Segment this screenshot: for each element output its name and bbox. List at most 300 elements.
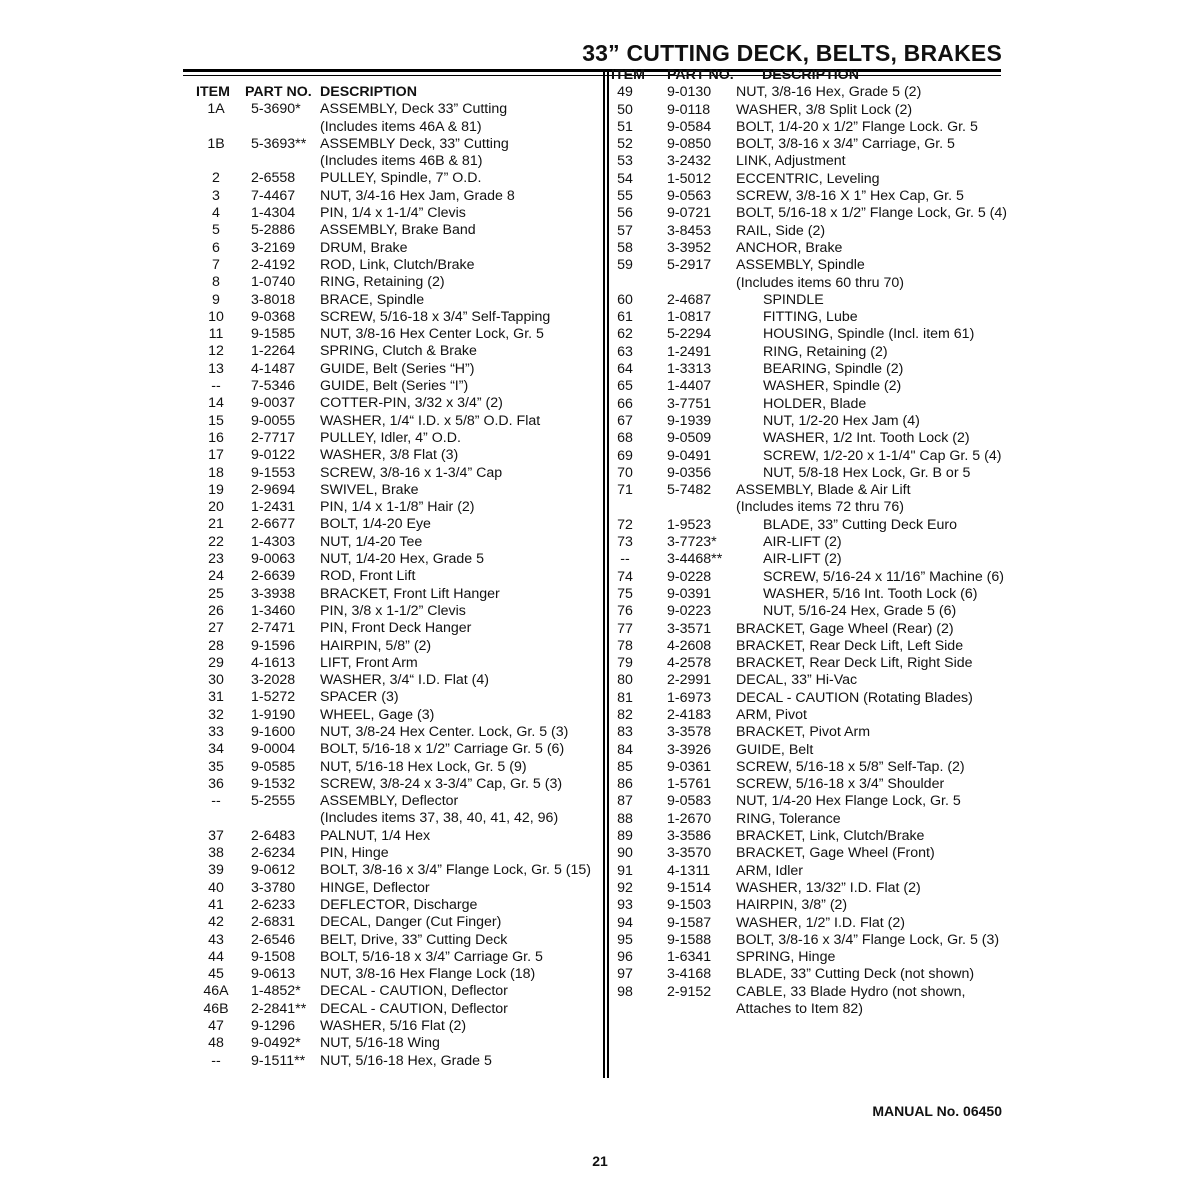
part-description: (Includes items 72 thru 76) (736, 499, 904, 516)
parts-row (190, 482, 600, 499)
item-number: 52 (617, 136, 633, 153)
part-description: AIR-LIFT (2) (763, 534, 842, 551)
part-description: WASHER, 3/4“ I.D. Flat (4) (320, 672, 489, 689)
part-number: 4-1311 (667, 862, 711, 879)
right-header (612, 67, 1012, 84)
part-description: RAIL, Side (2) (736, 222, 826, 239)
item-number: 5 (212, 222, 220, 239)
part-number: 9-1511** (251, 1052, 306, 1069)
parts-row (190, 170, 600, 187)
part-description: PIN, 1/4 x 1-1/4” Clevis (320, 205, 466, 222)
item-number: 62 (617, 326, 633, 343)
part-description: HAIRPIN, 3/8” (2) (736, 897, 848, 914)
parts-row (612, 638, 1012, 655)
parts-row (190, 257, 600, 274)
parts-row (190, 188, 600, 205)
item-number: 25 (208, 585, 224, 602)
parts-row (190, 655, 600, 672)
item-number: 84 (617, 741, 633, 758)
part-number: 7-4467 (251, 187, 296, 204)
part-description: DECAL - CAUTION, Deflector (320, 1000, 508, 1017)
parts-row (612, 759, 1012, 776)
parts-row (612, 915, 1012, 932)
header-item: ITEM (196, 84, 230, 100)
part-number: 9-0037 (251, 395, 296, 412)
part-number: 2-6234 (251, 845, 296, 862)
item-number: 21 (208, 516, 224, 533)
parts-row (612, 932, 1012, 949)
part-description: WASHER, 1/4“ I.D. x 5/8” O.D. Flat (320, 412, 541, 429)
part-number: 5-3693** (251, 135, 307, 152)
part-number: 9-0584 (667, 118, 712, 135)
part-description: WASHER, 13/32” I.D. Flat (2) (736, 879, 921, 896)
parts-row (612, 413, 1012, 430)
part-description: ASSEMBLY, Spindle (736, 257, 865, 274)
parts-row (190, 983, 600, 1000)
parts-row (612, 845, 1012, 862)
parts-row (190, 343, 600, 360)
part-description: WASHER, 1/2 Int. Tooth Lock (2) (763, 430, 970, 447)
item-number: 32 (208, 706, 224, 723)
parts-row (190, 638, 600, 655)
parts-row (190, 966, 600, 983)
part-description: LIFT, Front Arm (320, 654, 418, 671)
part-description: ASSEMBLY, Deflector (320, 793, 459, 810)
parts-row (612, 863, 1012, 880)
item-number: 50 (617, 101, 633, 118)
parts-row (612, 275, 1012, 292)
parts-row (190, 568, 600, 585)
part-description: NUT, 1/2-20 Hex Jam (4) (763, 412, 920, 429)
part-description: BRACKET, Gage Wheel (Front) (736, 845, 935, 862)
item-number: 47 (208, 1018, 224, 1035)
parts-row (190, 689, 600, 706)
part-description: RING, Tolerance (736, 810, 841, 827)
parts-row (190, 465, 600, 482)
part-description: NUT, 5/16-18 Hex, Grade 5 (320, 1052, 492, 1069)
parts-row (190, 534, 600, 551)
part-number: 3-3780 (251, 879, 296, 896)
parts-row (612, 309, 1012, 326)
item-number: -- (211, 1052, 221, 1069)
part-description: NUT, 5/8-18 Hex Lock, Gr. B or 5 (763, 464, 971, 481)
part-number: 3-3938 (251, 585, 296, 602)
parts-row (190, 828, 600, 845)
part-number: 1-9190 (251, 706, 296, 723)
item-number: 22 (208, 533, 224, 550)
item-number: 87 (617, 793, 633, 810)
part-description: DRUM, Brake (320, 239, 408, 256)
part-number: 9-0509 (667, 430, 712, 447)
left-header (190, 84, 600, 101)
part-description: HINGE, Deflector (320, 879, 430, 896)
parts-row (612, 292, 1012, 309)
parts-row (190, 205, 600, 222)
part-description: BLADE, 33” Cutting Deck (not shown) (736, 966, 975, 983)
part-description: SCREW, 3/8-16 X 1” Hex Cap, Gr. 5 (736, 188, 964, 205)
parts-row (190, 776, 600, 793)
part-description: NUT, 1/4-20 Hex Flange Lock, Gr. 5 (736, 793, 961, 810)
parts-row (612, 188, 1012, 205)
part-description: SCREW, 3/8-16 x 1-3/4” Cap (320, 464, 503, 481)
part-number: 9-0361 (667, 758, 712, 775)
part-description: AIR-LIFT (2) (763, 551, 842, 568)
parts-row (190, 741, 600, 758)
item-number: -- (211, 793, 221, 810)
part-number: 2-2841** (251, 1000, 307, 1017)
parts-row (612, 482, 1012, 499)
parts-row (190, 516, 600, 533)
part-description: CABLE, 33 Blade Hydro (not shown, (736, 983, 966, 1000)
part-number: 9-1587 (667, 914, 712, 931)
item-number: 51 (617, 118, 633, 135)
parts-row (190, 551, 600, 568)
part-description: BOLT, 3/8-16 x 3/4” Flange Lock, Gr. 5 (15) (320, 862, 592, 879)
part-description: WASHER, Spindle (2) (763, 378, 902, 395)
item-number: 48 (208, 1035, 224, 1052)
parts-row (190, 862, 600, 879)
part-number: 9-0118 (667, 101, 711, 118)
item-number: 35 (208, 758, 224, 775)
part-number: 1-6973 (667, 689, 712, 706)
part-description: PIN, Hinge (320, 845, 389, 862)
part-description: HOLDER, Blade (763, 395, 867, 412)
part-number: 1-5272 (251, 689, 296, 706)
parts-row (190, 707, 600, 724)
parts-row (612, 655, 1012, 672)
item-number: -- (620, 551, 630, 568)
parts-row (612, 707, 1012, 724)
part-description: (Includes items 46A & 81) (320, 118, 482, 135)
parts-row (612, 672, 1012, 689)
part-number: 2-7471 (251, 620, 296, 637)
item-number: 31 (208, 689, 224, 706)
part-description: BEARING, Spindle (2) (763, 361, 904, 378)
item-number: 77 (617, 620, 633, 637)
part-description: GUIDE, Belt (736, 741, 814, 758)
item-number: 67 (617, 412, 633, 429)
part-number: 5-2555 (251, 793, 296, 810)
parts-row (190, 119, 600, 136)
item-number: 72 (617, 516, 633, 533)
parts-row (612, 551, 1012, 568)
parts-row (190, 309, 600, 326)
part-number: 3-3571 (667, 620, 712, 637)
part-number: 9-0583 (667, 793, 712, 810)
part-description: SCREW, 5/16-18 x 5/8” Self-Tap. (2) (736, 758, 965, 775)
item-number: 18 (208, 464, 224, 481)
part-description: NUT, 5/16-18 Hex Lock, Gr. 5 (9) (320, 758, 527, 775)
item-number: 93 (617, 897, 633, 914)
part-description: NUT, 5/16-24 Hex, Grade 5 (6) (763, 603, 957, 620)
part-number: 3-2432 (667, 153, 712, 170)
item-number: 43 (208, 931, 224, 948)
item-number: 1A (207, 101, 225, 118)
part-number: 3-3578 (667, 724, 712, 741)
parts-row (612, 828, 1012, 845)
item-number: 68 (617, 430, 633, 447)
part-description: (Includes items 46B & 81) (320, 153, 483, 170)
item-number: 80 (617, 672, 633, 689)
part-number: 9-0356 (667, 464, 712, 481)
part-number: 3-3952 (667, 239, 712, 256)
item-number: 27 (208, 620, 224, 637)
part-number: 9-0055 (251, 412, 296, 429)
parts-row (190, 672, 600, 689)
part-description: Attaches to Item 82) (736, 1001, 863, 1018)
parts-row (612, 223, 1012, 240)
part-description: (Includes items 37, 38, 40, 41, 42, 96) (320, 810, 559, 827)
part-description: BRACKET, Link, Clutch/Brake (736, 828, 925, 845)
parts-list-right (612, 67, 1012, 1018)
parts-row (612, 811, 1012, 828)
parts-row (612, 966, 1012, 983)
part-description: ROD, Link, Clutch/Brake (320, 256, 475, 273)
part-number: 2-9152 (667, 983, 712, 1000)
item-number: 90 (617, 845, 633, 862)
part-number: 2-4183 (667, 706, 712, 723)
item-number: 29 (208, 654, 224, 671)
part-description: RING, Retaining (2) (320, 274, 445, 291)
part-number: 2-6677 (251, 516, 296, 533)
item-number: 54 (617, 170, 633, 187)
parts-row (612, 742, 1012, 759)
part-number: 3-7723* (667, 534, 717, 551)
part-number: 1-2264 (251, 343, 296, 360)
item-number: 75 (617, 585, 633, 602)
part-number: 1-0740 (251, 274, 296, 291)
part-number: 3-3570 (667, 845, 712, 862)
item-number: 88 (617, 810, 633, 827)
parts-row (612, 119, 1012, 136)
part-description: BRACKET, Rear Deck Lift, Left Side (736, 637, 964, 654)
part-description: DECAL - CAUTION (Rotating Blades) (736, 689, 973, 706)
part-number: 1-2431 (251, 499, 296, 516)
item-number: 42 (208, 914, 224, 931)
item-number: 53 (617, 153, 633, 170)
item-number: 13 (208, 360, 224, 377)
parts-row (190, 447, 600, 464)
part-description: COTTER-PIN, 3/32 x 3/4” (2) (320, 395, 503, 412)
item-number: 23 (208, 551, 224, 568)
part-description: ASSEMBLY Deck, 33” Cutting (320, 135, 509, 152)
item-number: 94 (617, 914, 633, 931)
part-number: 9-1503 (667, 897, 712, 914)
item-number: 7 (212, 256, 220, 273)
parts-row (190, 932, 600, 949)
part-number: 5-2886 (251, 222, 296, 239)
part-number: 3-7751 (667, 395, 712, 412)
parts-row (190, 914, 600, 931)
part-description: ASSEMBLY, Brake Band (320, 222, 476, 239)
part-number: 4-1613 (251, 654, 296, 671)
item-number: 3 (212, 187, 220, 204)
part-description: BELT, Drive, 33” Cutting Deck (320, 931, 508, 948)
part-description: PULLEY, Idler, 4” O.D. (320, 429, 461, 446)
part-number: 9-1585 (251, 326, 296, 343)
header-description: DESCRIPTION (320, 84, 417, 100)
part-description: SWIVEL, Brake (320, 481, 419, 498)
part-description: WASHER, 1/2” I.D. Flat (2) (736, 914, 905, 931)
item-number: 58 (617, 239, 633, 256)
parts-row (190, 949, 600, 966)
part-number: 9-1553 (251, 464, 296, 481)
item-number: 26 (208, 602, 224, 619)
column-divider (603, 72, 605, 1078)
part-number: 9-1600 (251, 723, 296, 740)
part-number: 5-2917 (667, 257, 712, 274)
parts-row (612, 326, 1012, 343)
part-number: 1-4852* (251, 983, 301, 1000)
item-number: 76 (617, 603, 633, 620)
item-number: 1B (207, 135, 225, 152)
item-number: 10 (208, 308, 224, 325)
part-number: 5-3690* (251, 101, 301, 118)
parts-row (190, 603, 600, 620)
part-number: 3-3586 (667, 828, 712, 845)
part-description: HAIRPIN, 5/8” (2) (320, 637, 432, 654)
part-description: WASHER, 3/8 Flat (3) (320, 447, 459, 464)
part-number: 2-4687 (667, 291, 712, 308)
part-description: SCREW, 3/8-24 x 3-3/4” Cap, Gr. 5 (3) (320, 775, 563, 792)
part-number: 9-0850 (667, 136, 712, 153)
parts-row (612, 724, 1012, 741)
parts-row (612, 984, 1012, 1001)
item-number: 74 (617, 568, 633, 585)
part-number: 9-0563 (667, 188, 712, 205)
parts-row (612, 569, 1012, 586)
part-number: 1-2491 (667, 343, 712, 360)
part-number: 2-6483 (251, 827, 296, 844)
part-number: 1-9523 (667, 516, 712, 533)
parts-row (612, 776, 1012, 793)
part-description: PIN, Front Deck Hanger (320, 620, 472, 637)
parts-row (612, 84, 1012, 101)
parts-row (612, 690, 1012, 707)
parts-row (190, 1018, 600, 1035)
part-number: 1-4304 (251, 205, 296, 222)
part-number: 9-0613 (251, 966, 296, 983)
parts-row (612, 880, 1012, 897)
parts-row (612, 344, 1012, 361)
part-number: 9-1939 (667, 412, 712, 429)
header-part-no: PART NO. (667, 67, 734, 83)
part-description: SPINDLE (763, 291, 824, 308)
part-number: 3-4168 (667, 966, 712, 983)
item-number: 8 (212, 274, 220, 291)
item-number: 86 (617, 776, 633, 793)
part-description: ECCENTRIC, Leveling (736, 170, 880, 187)
item-number: 6 (212, 239, 220, 256)
part-number: 1-4407 (667, 378, 712, 395)
item-number: 63 (617, 343, 633, 360)
item-number: 14 (208, 395, 224, 412)
item-number: 82 (617, 706, 633, 723)
item-number: 97 (617, 966, 633, 983)
parts-row (190, 395, 600, 412)
part-description: WASHER, 5/16 Flat (2) (320, 1018, 467, 1035)
part-description: BOLT, 1/4-20 Eye (320, 516, 431, 533)
part-number: 5-7482 (667, 482, 712, 499)
part-description: BOLT, 5/16-18 x 1/2” Flange Lock, Gr. 5 (4) (736, 205, 1008, 222)
parts-row (190, 620, 600, 637)
parts-row (612, 171, 1012, 188)
parts-row (190, 101, 600, 118)
item-number: 37 (208, 827, 224, 844)
part-description: DECAL - CAUTION, Deflector (320, 983, 508, 1000)
part-description: PULLEY, Spindle, 7” O.D. (320, 170, 482, 187)
item-number: 69 (617, 447, 633, 464)
part-description: NUT, 3/8-16 Hex Flange Lock (18) (320, 966, 536, 983)
part-description: DECAL, Danger (Cut Finger) (320, 914, 502, 931)
item-number: 49 (617, 84, 633, 101)
part-description: PIN, 1/4 x 1-1/8” Hair (2) (320, 499, 475, 516)
part-number: 3-2028 (251, 672, 296, 689)
part-description: SCREW, 5/16-18 x 3/4” Shoulder (736, 776, 945, 793)
part-description: PALNUT, 1/4 Hex (320, 827, 431, 844)
part-description: SCREW, 1/2-20 x 1-1/4" Cap Gr. 5 (4) (763, 447, 1002, 464)
item-number: 24 (208, 568, 224, 585)
header-description: DESCRIPTION (762, 67, 859, 83)
item-number: 28 (208, 637, 224, 654)
part-description: DEFLECTOR, Discharge (320, 896, 478, 913)
part-number: 9-0063 (251, 551, 296, 568)
item-number: 98 (617, 983, 633, 1000)
item-number: 61 (617, 309, 633, 326)
parts-row (612, 793, 1012, 810)
item-number: 20 (208, 499, 224, 516)
part-number: 1-0817 (667, 309, 712, 326)
item-number: 39 (208, 862, 224, 879)
item-number: 70 (617, 464, 633, 481)
item-number: -- (211, 378, 221, 395)
parts-row (190, 499, 600, 516)
part-number: 9-0491 (667, 447, 712, 464)
item-number: 65 (617, 378, 633, 395)
part-number: 4-1487 (251, 360, 296, 377)
part-description: ASSEMBLY, Deck 33” Cutting (320, 101, 508, 118)
part-description: GUIDE, Belt (Series “H”) (320, 360, 475, 377)
parts-row (612, 257, 1012, 274)
part-description: DECAL, 33” Hi-Vac (736, 672, 858, 689)
part-description: ANCHOR, Brake (736, 239, 843, 256)
item-number: 81 (617, 689, 633, 706)
parts-row (190, 274, 600, 291)
item-number: 71 (617, 482, 633, 499)
item-number: 11 (208, 326, 224, 343)
part-number: 3-3926 (667, 741, 712, 758)
item-number: 4 (212, 205, 220, 222)
page-number: 21 (592, 1153, 608, 1169)
part-number: 9-0585 (251, 758, 296, 775)
parts-row (612, 949, 1012, 966)
item-number: 91 (617, 862, 633, 879)
parts-row (190, 1001, 600, 1018)
item-number: 79 (617, 655, 633, 672)
part-description: BOLT, 5/16-18 x 1/2” Carriage Gr. 5 (6) (320, 741, 565, 758)
item-number: 56 (617, 205, 633, 222)
parts-row (190, 845, 600, 862)
part-description: BOLT, 5/16-18 x 3/4” Carriage Gr. 5 (320, 948, 543, 965)
part-description: BOLT, 3/8-16 x 3/4” Flange Lock, Gr. 5 (3) (736, 931, 1000, 948)
part-number: 9-0492* (251, 1035, 301, 1052)
part-description: NUT, 3/4-16 Hex Jam, Grade 8 (320, 187, 515, 204)
item-number: 30 (208, 672, 224, 689)
item-number: 89 (617, 828, 633, 845)
part-description: NUT, 1/4-20 Tee (320, 533, 423, 550)
parts-row (190, 378, 600, 395)
part-description: SCREW, 5/16-24 x 11/16” Machine (6) (763, 568, 1005, 585)
